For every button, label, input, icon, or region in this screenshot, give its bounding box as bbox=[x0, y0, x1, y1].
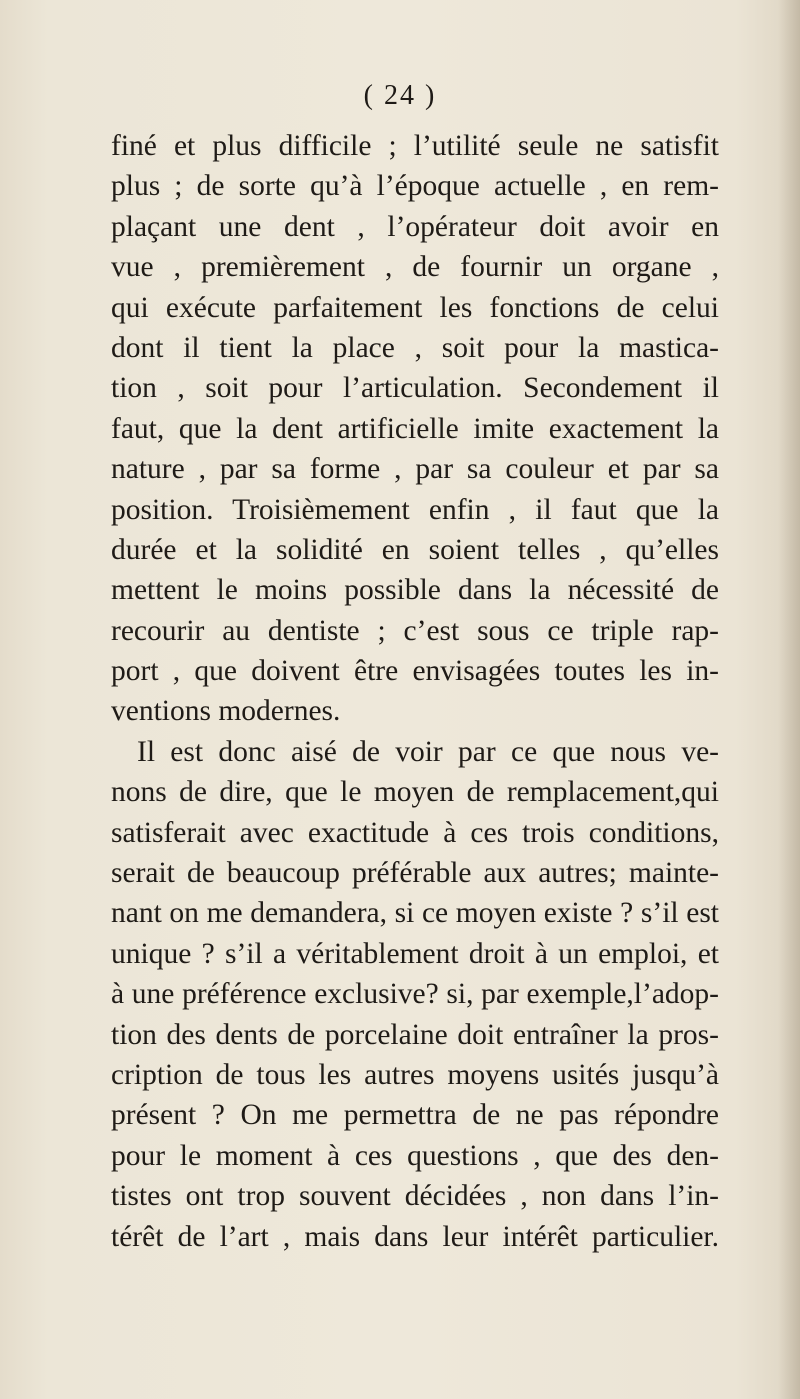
text-line: présent ? On me permettra de ne pas répondre bbox=[111, 1099, 719, 1132]
text-line: tion , soit pour l’articulation. Secondement il bbox=[111, 372, 719, 405]
text-line: finé et plus difficile ; l’utilité seule ne satisfit bbox=[111, 130, 719, 162]
text-line: mettent le moins possible dans la nécessité de bbox=[111, 574, 719, 607]
text-line: plaçant une dent , l’opérateur doit avoir en bbox=[111, 210, 719, 243]
text-line: dont il tient la place , soit pour la mastica- bbox=[111, 331, 719, 364]
text-line: pour le moment à ces questions , que des den- bbox=[111, 1139, 719, 1172]
text-line: durée et la solidité en soient telles , qu’elles bbox=[111, 533, 719, 566]
text-line: port , que doivent être envisagées toutes les in- bbox=[111, 655, 719, 688]
page-edge-shadow bbox=[778, 0, 800, 1399]
page-number: ( 24 ) bbox=[363, 80, 437, 111]
text-line: faut, que la dent artificielle imite exactement la bbox=[111, 412, 719, 445]
text-line: à une préférence exclusive? si, par exemple,l’adop- bbox=[111, 978, 719, 1011]
text-line: plus ; de sorte qu’à l’époque actuelle , en rem- bbox=[111, 170, 719, 203]
text-line: nature , par sa forme , par sa couleur et par sa bbox=[111, 453, 719, 486]
text-line: unique ? s’il a véritablement droit à un emploi, et bbox=[111, 937, 719, 970]
paragraph-start-line: Il est donc aisé de voir par ce que nous ve- bbox=[137, 735, 719, 768]
body-text bbox=[111, 126, 719, 1257]
text-line: nons de dire, que le moyen de remplacement,qui bbox=[111, 776, 719, 809]
text-line: tion des dents de porcelaine doit entraîner la pros- bbox=[111, 1018, 719, 1051]
text-line: recourir au dentiste ; c’est sous ce triple rap- bbox=[111, 614, 719, 647]
text-line: position. Troisièmement enfin , il faut que la bbox=[111, 493, 719, 526]
text-line: tistes ont trop souvent décidées , non dans l’in- bbox=[111, 1180, 719, 1213]
text-line: vue , premièrement , de fournir un organe , bbox=[111, 251, 719, 284]
text-line: térêt de l’art , mais dans leur intérêt particulier. bbox=[111, 1220, 719, 1253]
text-line: qui exécute parfaitement les fonctions de celui bbox=[111, 291, 719, 324]
paragraph-end-line: ventions modernes. bbox=[111, 695, 341, 728]
text-line: cription de tous les autres moyens usités jusqu’à bbox=[111, 1058, 719, 1091]
text-line: serait de beaucoup préférable aux autres; mainte- bbox=[111, 857, 719, 890]
text-line: satisferait avec exactitude à ces trois conditions, bbox=[111, 816, 719, 849]
text-line: nant on me demandera, si ce moyen existe ? s’il est bbox=[111, 897, 719, 930]
